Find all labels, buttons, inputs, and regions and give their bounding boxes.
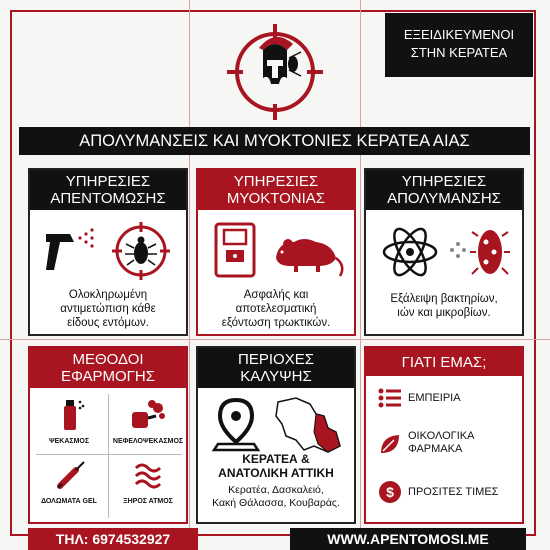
cockroach-target-icon — [110, 220, 172, 282]
method-label: ΨΕΚΑΣΜΟΣ — [48, 438, 90, 445]
mousetrap-icon — [212, 220, 264, 280]
method-label: ΔΟΛΩΜΑΤΑ GEL — [41, 498, 97, 505]
crosshair-line-h — [0, 339, 550, 340]
coverage-title-line-1: ΠΕΡΙΟΧΕΣ — [238, 351, 314, 368]
coverage-areas-line-2: Κακή Θάλασσα, Κουβαράς. — [212, 497, 340, 509]
main-banner: ΑΠΟΛΥΜΑΝΣΕΙΣ ΚΑΙ ΜΥΟΚΤΟΝΙΕΣ ΚΕΡΑΤΕΑ ΑΙΑΣ — [19, 127, 530, 155]
coverage-card — [196, 346, 356, 524]
reason-item: ΕΜΠΕΙΡΙΑ — [408, 392, 461, 404]
steam-icon — [130, 458, 164, 492]
service-desc-line-1: Ασφαλής και — [243, 289, 309, 301]
website-bar[interactable]: WWW.APENTOMOSI.ME — [290, 528, 526, 550]
spray-gun-icon — [40, 220, 102, 282]
service-desc-line-2: αποτελεσματική — [235, 303, 317, 315]
badge-line-2: ΣΤΗΝ ΚΕΡΑΤΕΑ — [410, 45, 508, 60]
crosshair-line-v1 — [189, 0, 190, 550]
methods-divider-h — [36, 454, 182, 455]
coverage-areas-line-1: Κερατέα, Δασκαλειό, — [228, 484, 324, 496]
method-label: ΞΗΡΟΣ ΑΤΜΟΣ — [123, 498, 173, 505]
methods-header — [30, 348, 186, 388]
leaf-icon — [378, 432, 402, 456]
reason-item — [408, 430, 474, 456]
coverage-title-line-2: ΚΑΛΥΨΗΣ — [240, 368, 312, 385]
specialists-badge — [385, 13, 533, 77]
spray-can-icon — [56, 396, 86, 432]
reason-line-1: ΟΙΚΟΛΟΓΙΚΑ — [408, 430, 475, 442]
syringe-icon — [54, 458, 88, 492]
service-card-disinfection — [364, 168, 524, 336]
crosshair-line-v2 — [360, 0, 361, 550]
location-pin-icon — [212, 396, 260, 452]
service-title-line-1: ΥΠΗΡΕΣΙΕΣ — [65, 173, 151, 190]
service-title-line-1: ΥΠΗΡΕΣΙΕΣ — [401, 173, 487, 190]
coverage-areas — [198, 484, 354, 510]
service-desc-line-3: είδους εντόμων. — [67, 317, 149, 329]
service-title-line-2: ΑΠΟΛΥΜΑΝΣΗΣ — [387, 190, 501, 207]
svg-text:$: $ — [386, 484, 394, 500]
rat-icon — [270, 228, 348, 280]
attica-map-icon — [274, 394, 352, 456]
service-desc-line-3: εξόντωση τρωκτικών. — [221, 317, 331, 329]
methods-title-line-1: ΜΕΘΟΔΟΙ — [72, 351, 144, 368]
fogger-icon — [128, 396, 166, 432]
coverage-heading — [198, 452, 354, 480]
reason-item: ΠΡΟΣΙΤΕΣ ΤΙΜΕΣ — [408, 486, 499, 498]
badge-line-1: ΕΞΕΙΔΙΚΕΥΜΕΝΟΙ — [403, 27, 515, 42]
method-label: ΝΕΦΕΛΟΨΕΚΑΣΜΟΣ — [112, 438, 184, 445]
atom-icon — [380, 222, 440, 282]
bacteria-icon — [446, 222, 512, 284]
service-description — [36, 288, 180, 330]
coverage-heading-line-2: ΑΝΑΤΟΛΙΚΗ ΑΤΤΙΚΗ — [218, 466, 334, 480]
service-title-line-1: ΥΠΗΡΕΣΙΕΣ — [233, 173, 319, 190]
service-card-header — [198, 170, 354, 210]
list-icon — [378, 388, 402, 408]
dollar-icon — [378, 480, 402, 504]
methods-card — [28, 346, 188, 524]
service-card-rodent-control — [196, 168, 356, 336]
coverage-heading-line-1: ΚΕΡΑΤΕΑ & — [242, 452, 310, 466]
why-us-header: ΓΙΑΤΙ ΕΜΑΣ; — [366, 348, 522, 376]
why-us-card — [364, 346, 524, 524]
spartan-crosshair-logo — [223, 20, 327, 124]
methods-divider-v — [108, 394, 109, 518]
service-description — [204, 288, 348, 330]
service-desc-line-2: αντιμετώπιση κάθε — [60, 303, 156, 315]
service-card-pest-control — [28, 168, 188, 336]
service-desc-line-2: ιών και μικροβίων. — [397, 307, 491, 319]
service-description — [372, 292, 516, 320]
phone-bar[interactable]: ΤΗΛ: 6974532927 — [28, 528, 198, 550]
methods-title-line-2: ΕΦΑΡΜΟΓΗΣ — [60, 368, 156, 385]
service-title-line-2: ΑΠΕΝΤΟΜΩΣΗΣ — [50, 190, 166, 207]
reason-line-2: ΦΑΡΜΑΚΑ — [408, 443, 463, 455]
service-desc-line-1: Ολοκληρωμένη — [68, 289, 148, 301]
service-card-header — [30, 170, 186, 210]
service-card-header — [366, 170, 522, 210]
service-title-line-2: ΜΥΟΚΤΟΝΙΑΣ — [226, 190, 326, 207]
coverage-header — [198, 348, 354, 388]
service-desc-line-1: Εξάλειψη βακτηρίων, — [390, 293, 498, 305]
